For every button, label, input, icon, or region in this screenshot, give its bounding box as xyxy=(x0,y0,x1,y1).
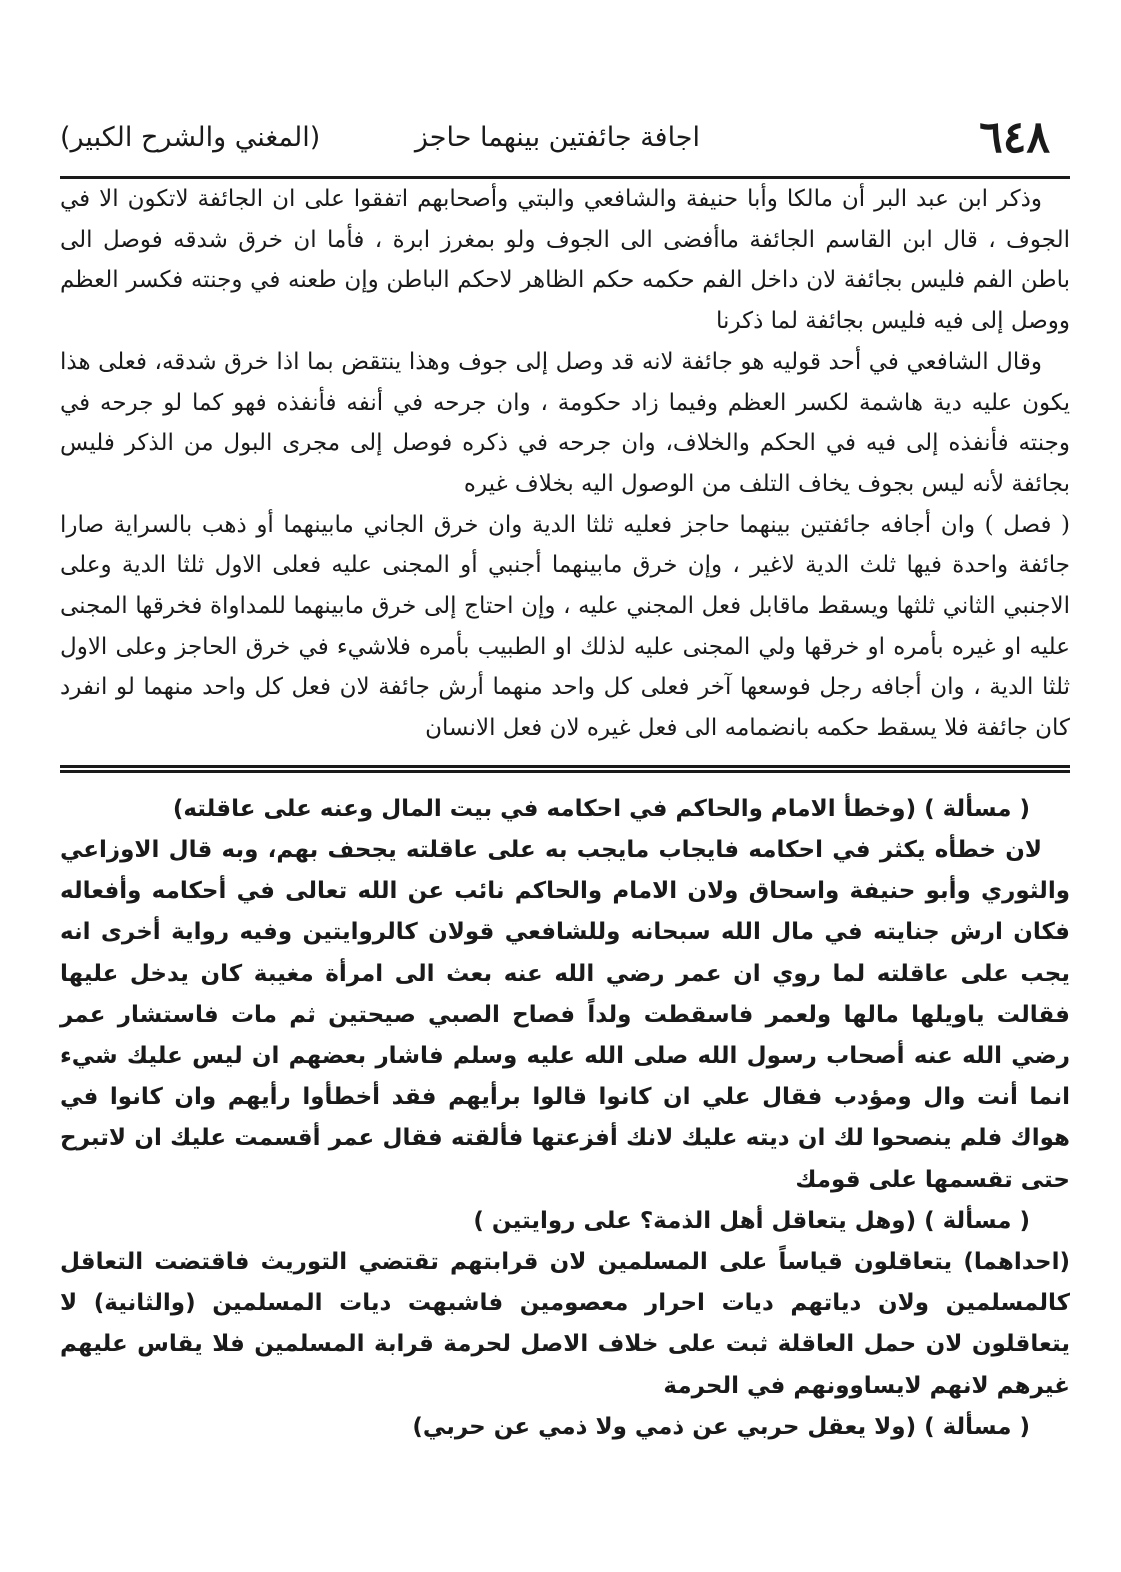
running-title: اجافة جائفتين بينهما حاجز xyxy=(414,122,700,153)
masala-heading: ( مسألة ) (ولا يعقل حربي عن ذمي ولا ذمي عن حربي) xyxy=(412,1413,1030,1440)
main-text xyxy=(60,179,1070,749)
masala-body: (احداهما) يتعاقلون قياساً على المسلمين لان قرابتهم تقتضي التوريث فاقتضت التعاقل كالمسلمين ولان دياتهم ديات احرار معصومين فاشبهت ديات المسلمين (والثانية) لا يتعاقلون لان حمل العاقلة ثبت على خلاف الاصل لحرمة قرابة المسلمين فلا يقاس عليهم غيرهم لانهم لايساوونهم في الحرمة xyxy=(60,1249,1070,1399)
main-paragraph: ( فصل ) وان أجافه جائفتين بينهما حاجز فعليه ثلثا الدية وان خرق الجاني مابينهما أو ذهب بالسراية صارا جائفة واحدة فيها ثلث الدية لاغير ، وإن خرق مابينهما أجنبي أو المجنى عليه فعلى الاول ثلثا الدية وعلى الاجنبي الثاني ثلثها ويسقط ماقابل فعل المجني عليه ، وإن احتاج إلى خرق مابينهما للمداواة فخرقها المجنى عليه او غيره بأمره او خرقها ولي المجنى عليه لذلك او الطبيب بأمره فلاشيء في خرق الحاجز وعلى الاول ثلثا الدية ، وان أجافه رجل فوسعها آخر فعلى كل واحد منهما أرش جائفة لان فعل كل واحد منهما لو انفرد كان جائفة فلا يسقط حكمه بانضمامه الى فعل غيره لان فعل الانسان xyxy=(60,511,1070,742)
main-paragraph: وقال الشافعي في أحد قوليه هو جائفة لانه قد وصل إلى جوف وهذا ينتقض بما اذا خرق شدقه، فعلى هذا يكون عليه دية هاشمة لكسر العظم وفيما زاد حكومة ، وان جرحه في أنفه فأنفذه فهو كما لو جرحه في وجنته فأنفذه إلى فيه في الحكم والخلاف، وان جرحه في ذكره فوصل إلى مجرى البول من الذكر فليس بجائفة لأنه ليس بجوف يخاف التلف من الوصول اليه بخلاف غيره xyxy=(60,348,1070,497)
page-header xyxy=(60,110,1070,176)
commentary-text xyxy=(60,789,1070,1448)
section-divider xyxy=(60,765,1070,773)
masala-body: لان خطأه يكثر في احكامه فايجاب مايجب به على عاقلته يجحف بهم، وبه قال الاوزاعي والثوري وأبو حنيفة واسحاق ولان الامام والحاكم نائب عن الله تعالى في أحكامه وأفعاله فكان ارش جنايته في مال الله سبحانه وللشافعي قولان كالروايتين وفيه رواية أخرى انه يجب على عاقلته لما روي ان عمر رضي الله عنه بعث الى امرأة مغيبة كان يدخل عليها فقالت ياويلها مالها ولعمر فاسقطت ولداً فصاح الصبي صيحتين ثم مات فاستشار عمر رضي الله عنه أصحاب رسول الله صلى الله عليه وسلم فاشار بعضهم ان ليس عليك شيء انما أنت وال ومؤدب فقال علي ان كانوا قالوا برأيهم فقد أخطأوا رأيهم وان كانوا في هواك فلم ينصحوا لك ان ديته عليك لانك أفزعتها فألقته فقال عمر أقسمت عليك ان لاتبرح حتى تقسمها على قومك xyxy=(60,837,1070,1193)
page-number: ٦٤٨ xyxy=(979,112,1050,163)
main-paragraph: وذكر ابن عبد البر أن مالكا وأبا حنيفة والشافعي والبتي وأصحابهم اتفقوا على ان الجائفة لاتكون الا في الجوف ، قال ابن القاسم الجائفة ماأفضى الى الجوف ولو بمغرز ابرة ، فأما ان خرق شدقه فوصل الى باطن الفم فليس بجائفة لان داخل الفم حكمه حكم الظاهر لاحكم الباطن وإن طعنه في وجنته فكسر العظم ووصل إلى فيه فليس بجائفة لما ذكرنا xyxy=(60,186,1070,335)
book-title: (المغني والشرح الكبير) xyxy=(60,122,321,153)
book-page xyxy=(60,110,1070,1448)
masala-heading: ( مسألة ) (وهل يتعاقل أهل الذمة؟ على روايتين ) xyxy=(473,1207,1030,1234)
masala-heading: ( مسألة ) (وخطأ الامام والحاكم في احكامه في بيت المال وعنه على عاقلته) xyxy=(172,795,1030,822)
